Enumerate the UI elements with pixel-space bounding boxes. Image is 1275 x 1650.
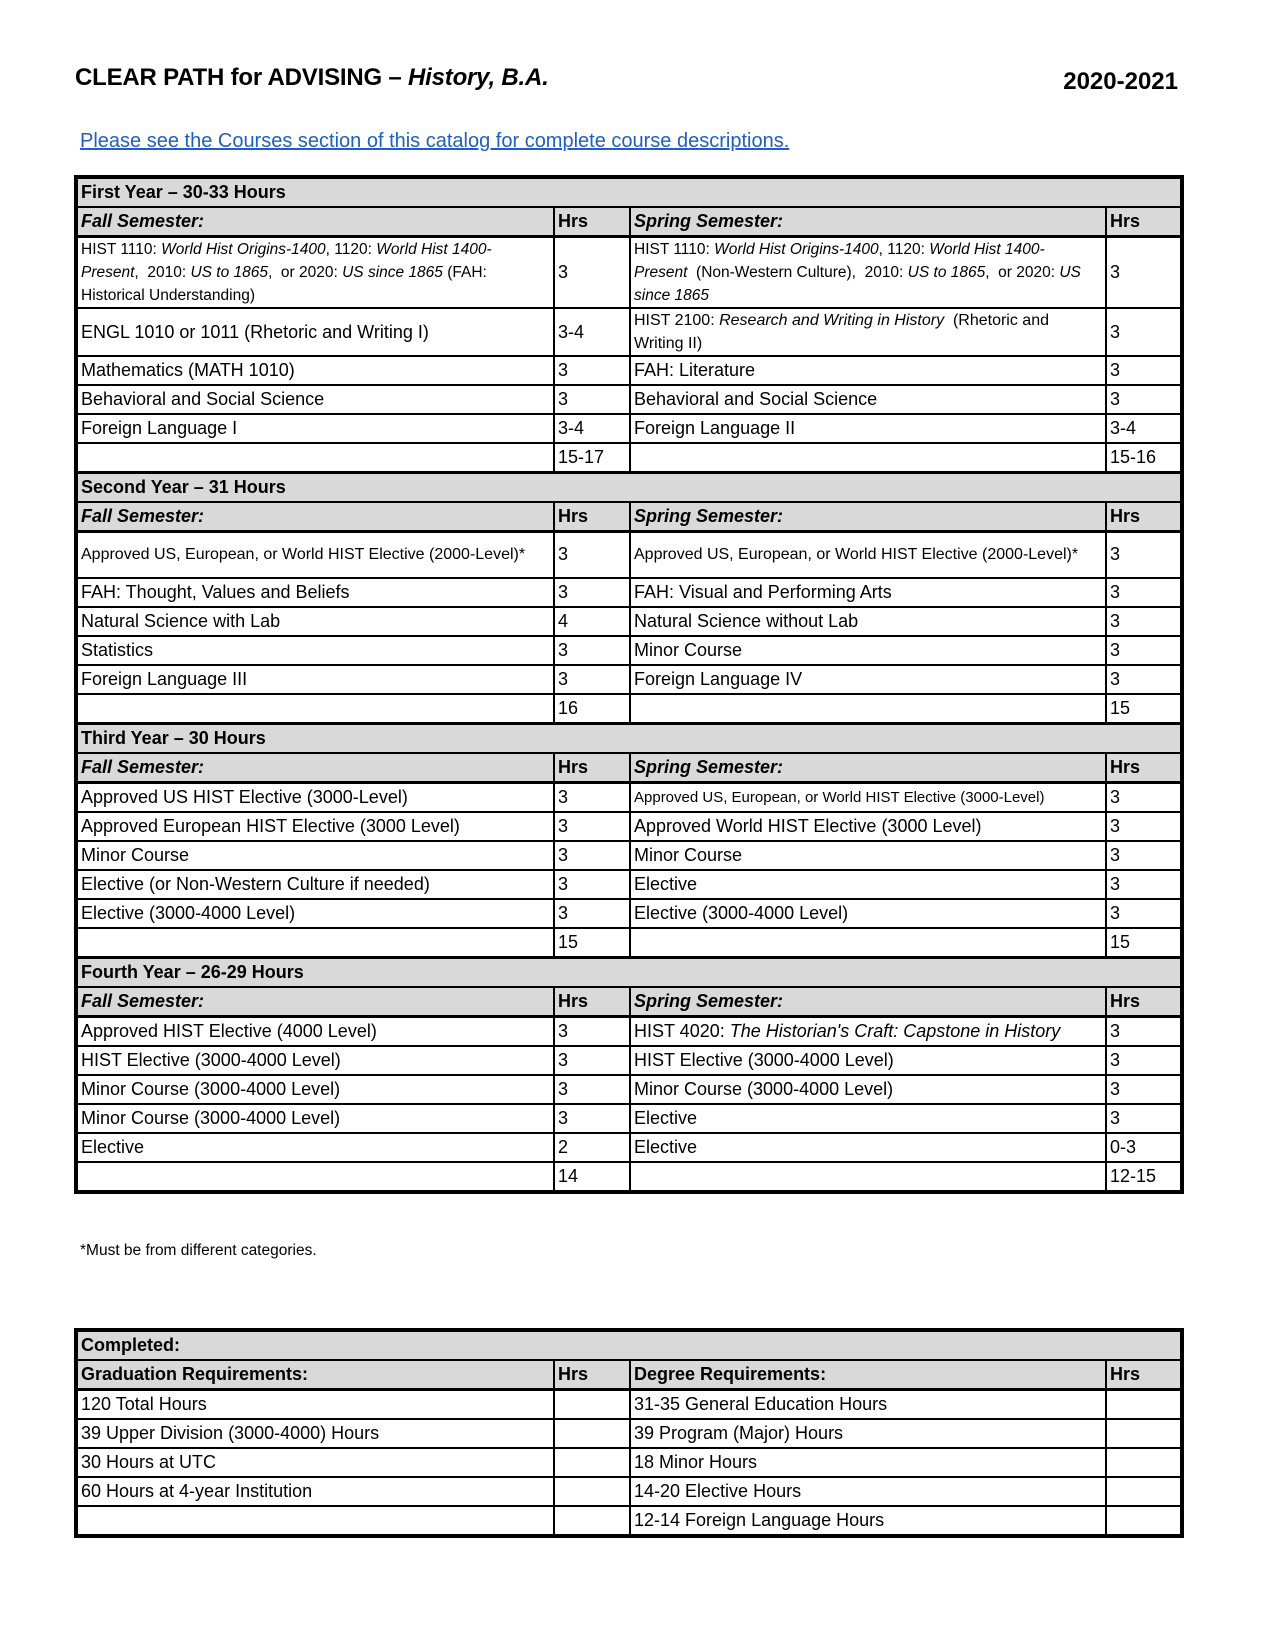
fall-semester-label: Fall Semester:	[76, 753, 554, 783]
requirement-row	[76, 1390, 1182, 1420]
semester-header-row	[76, 207, 1182, 237]
spring-hrs: 3	[1106, 782, 1182, 812]
degree-requirements-label: Degree Requirements:	[630, 1360, 1106, 1390]
spring-hrs: 3	[1106, 841, 1182, 870]
year-header-row	[76, 177, 1182, 207]
spring-course: Elective	[630, 870, 1106, 899]
fall-hrs: 3	[554, 237, 630, 309]
requirement-row	[76, 1419, 1182, 1448]
fall-hrs: 3	[554, 636, 630, 665]
fall-hrs: 3-4	[554, 414, 630, 443]
spring-hrs: 3	[1106, 607, 1182, 636]
course-row	[76, 812, 1182, 841]
fall-hrs: 3	[554, 356, 630, 385]
fall-hrs: 3	[554, 532, 630, 578]
semester-header-row	[76, 987, 1182, 1017]
catalog-year: 2020-2021	[1063, 68, 1178, 95]
fall-course: Elective	[76, 1133, 554, 1162]
spring-semester-label: Spring Semester:	[630, 987, 1106, 1017]
fall-hrs: 3	[554, 1046, 630, 1075]
completed-title: Completed:	[76, 1330, 1182, 1360]
course-row	[76, 1046, 1182, 1075]
graduation-hrs-input[interactable]	[554, 1390, 630, 1420]
fall-hrs: 3	[554, 870, 630, 899]
course-row	[76, 578, 1182, 607]
spring-hrs: 3	[1106, 1104, 1182, 1133]
graduation-requirement: 60 Hours at 4-year Institution	[76, 1477, 554, 1506]
degree-hrs-input[interactable]	[1106, 1390, 1182, 1420]
hrs-label: Hrs	[1106, 207, 1182, 237]
completed-header-row	[76, 1330, 1182, 1360]
hrs-label: Hrs	[1106, 502, 1182, 532]
spring-course: HIST 4020: The Historian's Craft: Capstone in History	[630, 1016, 1106, 1046]
fall-hrs: 4	[554, 607, 630, 636]
graduation-requirements-label: Graduation Requirements:	[76, 1360, 554, 1390]
spring-hrs: 3	[1106, 1016, 1182, 1046]
course-row	[76, 1133, 1182, 1162]
spring-course: HIST 1110: World Hist Origins-1400, 1120: World Hist 1400-Present (Non-Western Culture), 2010: US to 1865, or 2020: US since 1865	[630, 237, 1106, 309]
blank-cell	[76, 1162, 554, 1192]
fall-course: Approved US, European, or World HIST Elective (2000-Level)*	[76, 532, 554, 578]
degree-hrs-input[interactable]	[1106, 1477, 1182, 1506]
course-row	[76, 532, 1182, 578]
year-header-row	[76, 957, 1182, 987]
requirement-row	[76, 1506, 1182, 1536]
blank-cell	[630, 928, 1106, 958]
fall-course: Minor Course (3000-4000 Level)	[76, 1104, 554, 1133]
course-row	[76, 665, 1182, 694]
course-row	[76, 607, 1182, 636]
spring-course: Elective	[630, 1133, 1106, 1162]
spring-hrs: 3	[1106, 899, 1182, 928]
spring-hrs: 3	[1106, 870, 1182, 899]
spring-course: Minor Course	[630, 636, 1106, 665]
fall-hrs: 3	[554, 812, 630, 841]
fall-semester-label: Fall Semester:	[76, 987, 554, 1017]
fall-total: 14	[554, 1162, 630, 1192]
degree-requirement: 18 Minor Hours	[630, 1448, 1106, 1477]
degree-hrs-input[interactable]	[1106, 1506, 1182, 1536]
blank-cell	[76, 443, 554, 473]
hrs-label: Hrs	[554, 987, 630, 1017]
spring-hrs: 3	[1106, 532, 1182, 578]
spring-semester-label: Spring Semester:	[630, 207, 1106, 237]
fall-total: 15-17	[554, 443, 630, 473]
spring-course: Foreign Language II	[630, 414, 1106, 443]
fall-course: Behavioral and Social Science	[76, 385, 554, 414]
fall-course: Elective (or Non-Western Culture if needed)	[76, 870, 554, 899]
spring-course: Minor Course (3000-4000 Level)	[630, 1075, 1106, 1104]
blank-cell	[76, 694, 554, 724]
hrs-label: Hrs	[1106, 1360, 1182, 1390]
blank-cell	[76, 928, 554, 958]
spring-hrs: 3	[1106, 636, 1182, 665]
spring-course: Behavioral and Social Science	[630, 385, 1106, 414]
fall-hrs: 3	[554, 578, 630, 607]
spring-course: Elective (3000-4000 Level)	[630, 899, 1106, 928]
spring-hrs: 3-4	[1106, 414, 1182, 443]
spring-hrs: 3	[1106, 308, 1182, 356]
year-title: Fourth Year – 26-29 Hours	[76, 957, 1182, 987]
fall-course: Elective (3000-4000 Level)	[76, 899, 554, 928]
spring-course: FAH: Literature	[630, 356, 1106, 385]
degree-requirement: 39 Program (Major) Hours	[630, 1419, 1106, 1448]
spring-hrs: 3	[1106, 1046, 1182, 1075]
fall-course: HIST Elective (3000-4000 Level)	[76, 1046, 554, 1075]
graduation-requirement: 30 Hours at UTC	[76, 1448, 554, 1477]
fall-course: Minor Course (3000-4000 Level)	[76, 1075, 554, 1104]
hrs-label: Hrs	[1106, 987, 1182, 1017]
spring-course: Approved US, European, or World HIST Elective (2000-Level)*	[630, 532, 1106, 578]
blank-cell	[630, 443, 1106, 473]
hrs-label: Hrs	[554, 753, 630, 783]
graduation-hrs-input[interactable]	[554, 1477, 630, 1506]
total-row	[76, 1162, 1182, 1192]
fall-hrs: 3	[554, 665, 630, 694]
spring-course: FAH: Visual and Performing Arts	[630, 578, 1106, 607]
fall-course: Mathematics (MATH 1010)	[76, 356, 554, 385]
spring-course: Elective	[630, 1104, 1106, 1133]
spring-hrs: 3	[1106, 1075, 1182, 1104]
spring-hrs: 3	[1106, 237, 1182, 309]
fall-semester-label: Fall Semester:	[76, 207, 554, 237]
spring-hrs: 3	[1106, 385, 1182, 414]
spring-course: Approved World HIST Elective (3000 Level)	[630, 812, 1106, 841]
fall-hrs: 3	[554, 841, 630, 870]
degree-requirement: 31-35 General Education Hours	[630, 1390, 1106, 1420]
course-row	[76, 1016, 1182, 1046]
degree-hrs-input[interactable]	[1106, 1419, 1182, 1448]
course-row	[76, 899, 1182, 928]
year-header-row	[76, 473, 1182, 503]
spring-course: HIST Elective (3000-4000 Level)	[630, 1046, 1106, 1075]
spring-hrs: 0-3	[1106, 1133, 1182, 1162]
blank-cell	[630, 1162, 1106, 1192]
fall-hrs: 3	[554, 899, 630, 928]
title-program: History, B.A.	[408, 64, 549, 91]
hrs-label: Hrs	[554, 207, 630, 237]
course-row	[76, 841, 1182, 870]
course-row	[76, 414, 1182, 443]
fall-hrs: 3	[554, 1075, 630, 1104]
fall-course: Foreign Language III	[76, 665, 554, 694]
fall-hrs: 3	[554, 1104, 630, 1133]
spring-semester-label: Spring Semester:	[630, 502, 1106, 532]
fall-course: Approved European HIST Elective (3000 Level)	[76, 812, 554, 841]
spring-semester-label: Spring Semester:	[630, 753, 1106, 783]
spring-course: Natural Science without Lab	[630, 607, 1106, 636]
course-row	[76, 1075, 1182, 1104]
course-row	[76, 356, 1182, 385]
requirements-header-row	[76, 1360, 1182, 1390]
four-year-plan-table	[74, 175, 1184, 1194]
total-row	[76, 443, 1182, 473]
degree-requirement: 14-20 Elective Hours	[630, 1477, 1106, 1506]
year-title: First Year – 30-33 Hours	[76, 177, 1182, 207]
page-title	[75, 64, 549, 92]
graduation-requirement: 120 Total Hours	[76, 1390, 554, 1420]
fall-course: HIST 1110: World Hist Origins-1400, 1120: World Hist 1400-Present, 2010: US to 1865, or 2020: US since 1865 (FAH: Historical Understanding)	[76, 237, 554, 309]
spring-course: HIST 2100: Research and Writing in History (Rhetoric and Writing II)	[630, 308, 1106, 356]
course-row	[76, 636, 1182, 665]
title-main: CLEAR PATH for ADVISING –	[75, 64, 409, 91]
spring-hrs: 3	[1106, 578, 1182, 607]
spring-hrs: 3	[1106, 665, 1182, 694]
course-row	[76, 237, 1182, 309]
fall-course: FAH: Thought, Values and Beliefs	[76, 578, 554, 607]
degree-requirement: 12-14 Foreign Language Hours	[630, 1506, 1106, 1536]
course-row	[76, 385, 1182, 414]
fall-course: Approved US HIST Elective (3000-Level)	[76, 782, 554, 812]
fall-course: Minor Course	[76, 841, 554, 870]
spring-total: 12-15	[1106, 1162, 1182, 1192]
fall-course: ENGL 1010 or 1011 (Rhetoric and Writing I)	[76, 308, 554, 356]
spring-hrs: 3	[1106, 356, 1182, 385]
fall-course: Foreign Language I	[76, 414, 554, 443]
graduation-requirement: 39 Upper Division (3000-4000) Hours	[76, 1419, 554, 1448]
blank-cell	[630, 694, 1106, 724]
spring-course: Approved US, European, or World HIST Elective (3000-Level)	[630, 782, 1106, 812]
hrs-label: Hrs	[554, 1360, 630, 1390]
year-header-row	[76, 723, 1182, 753]
course-row	[76, 1104, 1182, 1133]
requirement-row	[76, 1477, 1182, 1506]
fall-hrs: 3	[554, 782, 630, 812]
graduation-hrs-input[interactable]	[554, 1506, 630, 1536]
fall-course: Statistics	[76, 636, 554, 665]
spring-total: 15-16	[1106, 443, 1182, 473]
fall-course: Approved HIST Elective (4000 Level)	[76, 1016, 554, 1046]
course-row	[76, 870, 1182, 899]
fall-course: Natural Science with Lab	[76, 607, 554, 636]
fall-hrs: 2	[554, 1133, 630, 1162]
semester-header-row	[76, 753, 1182, 783]
semester-header-row	[76, 502, 1182, 532]
hrs-label: Hrs	[554, 502, 630, 532]
fall-total: 16	[554, 694, 630, 724]
spring-hrs: 3	[1106, 812, 1182, 841]
requirement-row	[76, 1448, 1182, 1477]
graduation-hrs-input[interactable]	[554, 1448, 630, 1477]
fall-hrs: 3	[554, 385, 630, 414]
completed-requirements-table	[74, 1328, 1184, 1538]
fall-semester-label: Fall Semester:	[76, 502, 554, 532]
total-row	[76, 694, 1182, 724]
fall-total: 15	[554, 928, 630, 958]
fall-hrs: 3	[554, 1016, 630, 1046]
year-title: Third Year – 30 Hours	[76, 723, 1182, 753]
total-row	[76, 928, 1182, 958]
spring-total: 15	[1106, 928, 1182, 958]
graduation-hrs-input[interactable]	[554, 1419, 630, 1448]
footnote: *Must be from different categories.	[80, 1242, 317, 1259]
spring-course: Minor Course	[630, 841, 1106, 870]
degree-hrs-input[interactable]	[1106, 1448, 1182, 1477]
spring-total: 15	[1106, 694, 1182, 724]
year-title: Second Year – 31 Hours	[76, 473, 1182, 503]
fall-hrs: 3-4	[554, 308, 630, 356]
course-row	[76, 782, 1182, 812]
graduation-requirement	[76, 1506, 554, 1536]
course-row	[76, 308, 1182, 356]
courses-catalog-link[interactable]: Please see the Courses section of this catalog for complete course descriptions.	[80, 130, 790, 152]
hrs-label: Hrs	[1106, 753, 1182, 783]
spring-course: Foreign Language IV	[630, 665, 1106, 694]
